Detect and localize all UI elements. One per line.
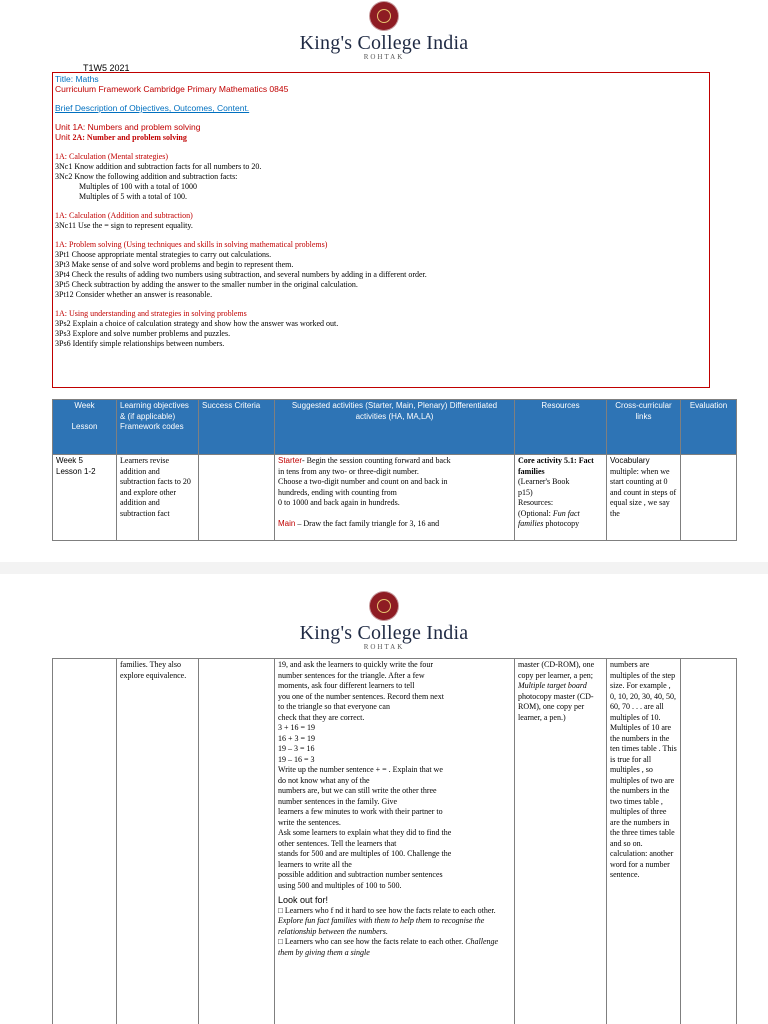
objectives-box	[52, 72, 710, 388]
suggested-activities-cell: Starter- Begin the session counting forward and back in tens from any two- or three-digit number. Choose a two-digit number and count on and back in hundreds, ending with counting from 0 to 1000 and back again in hundreds. Main – Draw the fact family triangle for 3, 16 and	[275, 455, 515, 541]
objective-line: Multiples of 100 with a total of 1000	[79, 182, 197, 191]
resources-cell: Core activity 5.1: Fact families (Learner's Book p15) Resources: (Optional: Fun fact families photocopy	[515, 455, 607, 541]
success-criteria-cell	[199, 659, 275, 1024]
objective-line: 3Nc11 Use the = sign to represent equality.	[55, 221, 193, 230]
title-line: Title: Maths	[55, 74, 99, 84]
school-logo	[0, 592, 768, 651]
cross-curricular-cell: Vocabulary multiple: when we start counting at 0 and count in steps of equal size , we say the	[607, 455, 681, 541]
school-logo	[0, 2, 768, 61]
table-row	[53, 455, 737, 541]
resources-cell: master (CD-ROM), one copy per learner, a pen; Multiple target board photocopy master (CD-ROM), one copy per learner, a pen.)	[515, 659, 607, 1024]
page-two	[0, 574, 768, 1024]
evaluation-cell	[681, 659, 737, 1024]
crest-icon	[370, 2, 398, 30]
objective-line: 3Pt3 Make sense of and solve word problems and begin to represent them.	[55, 260, 294, 269]
school-name: King's College India	[299, 32, 469, 54]
header-evaluation: Evaluation	[681, 400, 737, 455]
header-week: Week Lesson	[53, 400, 117, 455]
objective-line: 3Nc2 Know the following addition and subtraction facts:	[55, 172, 238, 181]
crest-icon	[370, 592, 398, 620]
objective-line: 3Pt5 Check subtraction by adding the answer to the smaller number in the original calculation.	[55, 280, 358, 289]
unit-1: Unit 1A: Numbers and problem solving	[55, 122, 201, 132]
evaluation-cell	[681, 455, 737, 541]
section-heading: 1A: Using understanding and strategies in solving problems	[55, 309, 247, 318]
objective-line: Multiples of 5 with a total of 100.	[79, 192, 187, 201]
objective-line: 3Pt4 Check the results of adding two numbers using subtraction, and several numbers by adding in a different order.	[55, 270, 427, 279]
objective-line: 3Ps6 Identify simple relationships between numbers.	[55, 339, 225, 348]
objective-line: 3Pt1 Choose appropriate mental strategies to carry out calculations.	[55, 250, 272, 259]
school-location: ROHTAK	[363, 643, 405, 651]
success-criteria-cell	[199, 455, 275, 541]
learning-objectives-cell: families. They also explore equivalence.	[117, 659, 199, 1024]
section-heading: 1A: Calculation (Mental strategies)	[55, 152, 169, 161]
table-header-row	[53, 400, 737, 455]
look-out-heading: Look out for!	[278, 895, 329, 905]
section-heading: 1A: Problem solving (Using techniques and skills in solving mathematical problems)	[55, 240, 328, 249]
learning-objectives-cell: Learners revise addition and subtraction facts to 20 and explore other addition and subtraction fact	[117, 455, 199, 541]
suggested-activities-cell: 19, and ask the learners to quickly write the four number sentences for the triangle. After a few moments, ask four different learners to tell you one of the number sentences. Record them next to the triangle so that everyone can check that they are correct. 3 + 16 = 19 16 + 3 = 19 19 – 3 = 16 19 – 16 = 3 Write up the number sentence + = . Explain that we do not know what any of the numbers are, but we can still write the other three number sentences in the family. Give learners a few minutes to work with their partner to write the sentences. Ask some learners to explain what they did to find the other sentences. Tell the learners that stands for 500 and are multiples of 100. Challenge the learners to write all the possible addition and subtraction number sentences using 500 and multiples of 100 to 500. Look out for! □ Learners who f nd it hard to see how the facts relate to each other. Explore fun fact families with them to help them to recognise the relationship between the numbers. □ Learners who can see how the facts relate to each other. Challenge them by giving them a single	[275, 659, 515, 1024]
cross-curricular-cell: numbers are multiples of the step size. For example , 0, 10, 20, 30, 40, 50, 60, 70 . . . are all multiples of 10. Multiples of 10 are the numbers in the ten times table . This is true for all multiples , so multiples of two are the numbers in the two times table , multiples of three are the numbers in the three times table and so on. calculation: another word for a number sentence.	[607, 659, 681, 1024]
lesson-plan-table	[52, 399, 737, 541]
header-success-criteria: Success Criteria	[199, 400, 275, 455]
header-resources: Resources	[515, 400, 607, 455]
header-suggested-activities: Suggested activities (Starter, Main, Plenary) Differentiated activities (HA, MA,LA)	[275, 400, 515, 455]
lesson-plan-table-continued	[52, 658, 737, 1024]
header-learning-objectives: Learning objectives & (if applicable) Framework codes	[117, 400, 199, 455]
unit-2: Unit 2A: Number and problem solving	[55, 132, 187, 142]
table-row	[53, 659, 737, 1024]
week-lesson-cell: Week 5 Lesson 1-2	[53, 455, 117, 541]
framework-line: Curriculum Framework Cambridge Primary Mathematics 0845	[55, 84, 289, 94]
brief-description: Brief Description of Objectives, Outcomes, Content.	[55, 103, 250, 113]
objective-line: 3Ps2 Explain a choice of calculation strategy and show how the answer was worked out.	[55, 319, 339, 328]
look-out-item: □ Learners who can see how the facts relate to each other. Challenge them by giving them a single	[278, 937, 499, 957]
school-location: ROHTAK	[363, 53, 405, 61]
header-cross-curricular: Cross-curricular links	[607, 400, 681, 455]
school-name: King's College India	[299, 622, 469, 644]
look-out-item: □ Learners who f nd it hard to see how the facts relate to each other. Explore fun fact families with them to help them to recognise the relationship between the numbers.	[278, 905, 496, 936]
objective-line: 3Pt12 Consider whether an answer is reasonable.	[55, 290, 213, 299]
doc-code: T1W5 2021	[83, 63, 130, 73]
objective-line: 3Ps3 Explore and solve number problems and puzzles.	[55, 329, 231, 338]
section-heading: 1A: Calculation (Addition and subtraction)	[55, 211, 193, 220]
week-lesson-cell	[53, 659, 117, 1024]
objective-line: 3Nc1 Know addition and subtraction facts for all numbers to 20.	[55, 162, 262, 171]
